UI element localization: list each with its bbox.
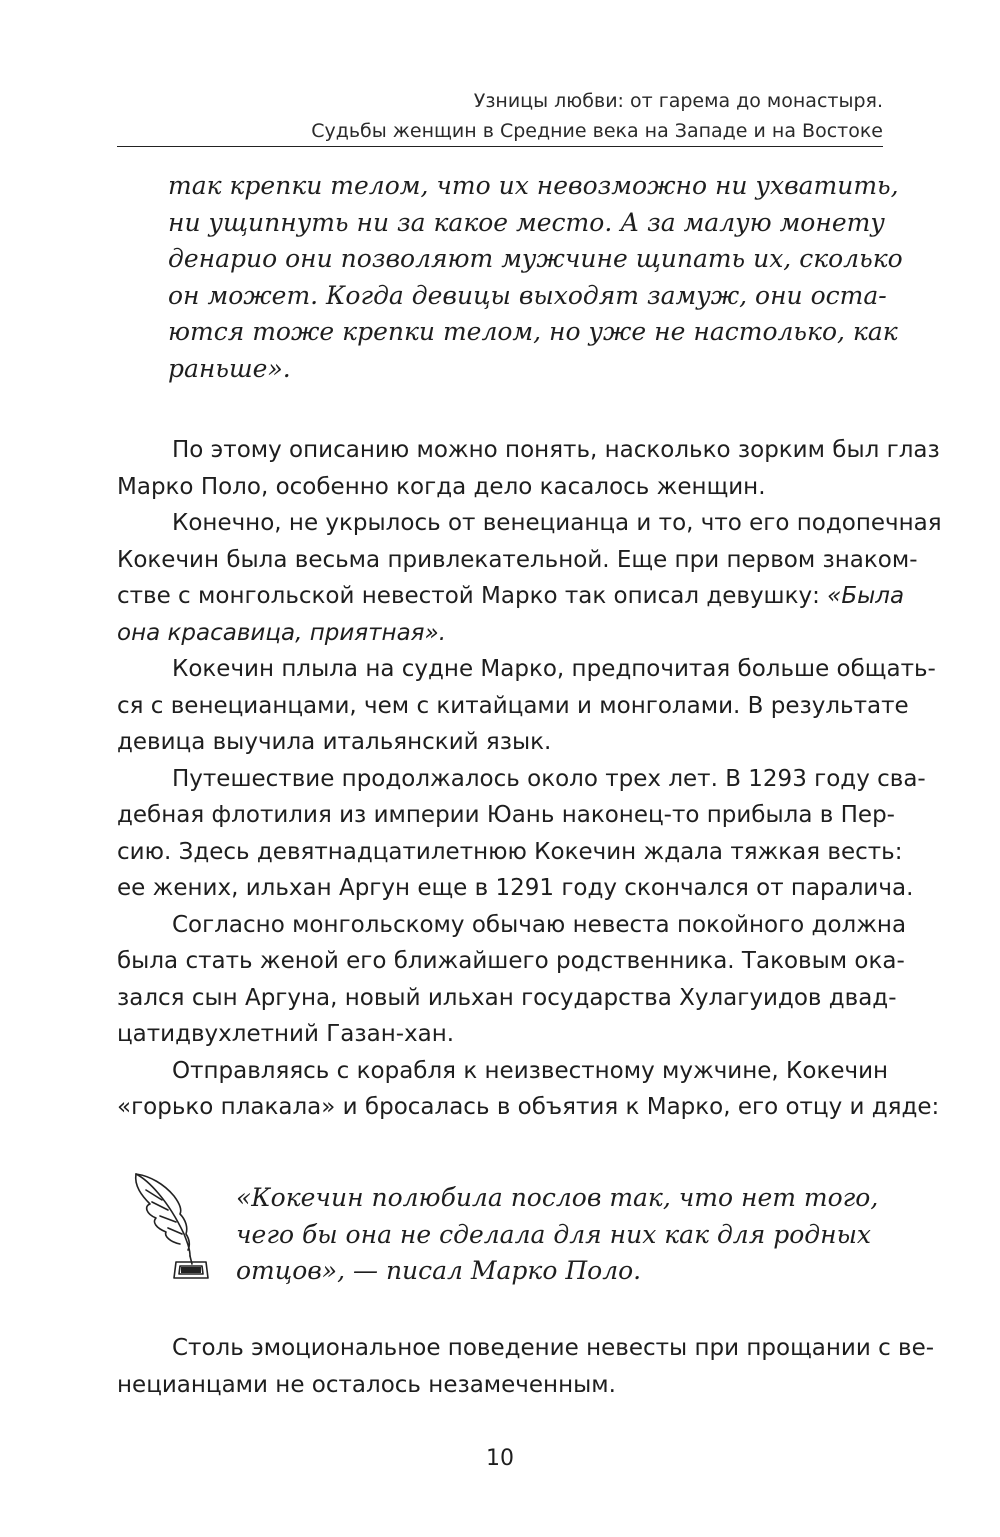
quote-line: раньше». (168, 353, 291, 383)
quote-line: ются тоже крепки телом, но уже не настолько, как (168, 317, 898, 346)
text-line: сию. Здесь девятнадцатилетнюю Кокечин ждала тяжкая весть: (117, 838, 903, 865)
paragraph-6 (117, 1053, 940, 1126)
text-line: ее жених, ильхан Аргун еще в 1291 году скончался от паралича. (117, 875, 914, 901)
header-title-line-2: Судьбы женщин в Средние века на Западе и на Востоке (311, 120, 883, 142)
text-line: ся с венецианцами, чем с китайцами и монголами. В результате (117, 692, 909, 719)
paragraph-1 (117, 432, 940, 505)
text-line: Отправляясь с корабля к неизвестному мужчине, Кокечин (172, 1057, 889, 1084)
quote-block-middle (236, 1180, 879, 1290)
header-rule (117, 146, 883, 147)
text-line: Столь эмоциональное поведение невесты при прощании с ве- (172, 1335, 935, 1361)
text-segment: стве с монгольской невестой Марко так описал девушку: (117, 583, 828, 609)
text-line: была стать женой его ближайшего родственника. Таковым ока- (117, 948, 905, 974)
body-text-final (117, 1330, 935, 1403)
quote-line: денарио они позволяют мужчине щипать их, сколько (168, 244, 903, 273)
text-line (117, 578, 905, 615)
quote-line: чего бы она не сделала для них как для родных (236, 1219, 872, 1249)
text-line: Конечно, не укрылось от венецианца и то, что его подопечная (172, 510, 942, 536)
text-line: Путешествие продолжалось около трех лет. В 1293 году сва- (172, 765, 926, 792)
quote-line: «Кокечин полюбила послов так, что нет того, (236, 1183, 879, 1212)
quote-line: он может. Когда девицы выходят замуж, они оста- (168, 280, 887, 310)
inline-quote: «Была (827, 583, 905, 609)
paragraph-7 (117, 1330, 935, 1403)
text-line: Кокечин была весьма привлекательной. Еще при первом знаком- (117, 546, 918, 573)
paragraph-5 (117, 907, 907, 1053)
paragraph-2 (117, 505, 942, 651)
text-line: цатидвухлетний Газан-хан. (117, 1021, 455, 1047)
paragraph-4 (117, 761, 926, 907)
text-line: По этому описанию можно понять, насколько зорким был глаз (172, 437, 940, 463)
paragraph-3 (117, 651, 936, 761)
quote-line: так крепки телом, что их невозможно ни ухватить, (168, 171, 899, 200)
running-header (117, 86, 883, 146)
text-line: «горько плакала» и бросалась в объятия к Марко, его отцу и дяде: (117, 1094, 940, 1120)
text-line: нецианцами не осталось незамеченным. (117, 1371, 616, 1398)
quote-line: отцов», — писал Марко Поло. (236, 1256, 642, 1285)
text-line: зался сын Аргуна, новый ильхан государства Хулагуидов двад- (117, 984, 897, 1011)
text-line: Согласно монгольскому обычаю невеста покойного должна (172, 911, 907, 938)
quote-block-top (168, 168, 903, 387)
body-text-main (117, 432, 942, 1126)
text-line: девица выучила итальянский язык. (117, 729, 552, 755)
inline-quote-continued: она красавица, приятная». (117, 619, 447, 646)
header-title-line-1: Узницы любви: от гарема до монастыря. (473, 90, 883, 112)
page-number: 10 (486, 1446, 514, 1471)
quote-line: ни ущипнуть ни за какое место. А за малую монету (168, 207, 885, 237)
text-line: дебная флотилия из империи Юань наконец-то прибыла в Пер- (117, 802, 895, 828)
quill-inkwell-icon (128, 1170, 212, 1282)
text-line: Кокечин плыла на судне Марко, предпочитая больше общать- (172, 656, 936, 682)
text-line: Марко Поло, особенно когда дело касалось женщин. (117, 473, 766, 500)
